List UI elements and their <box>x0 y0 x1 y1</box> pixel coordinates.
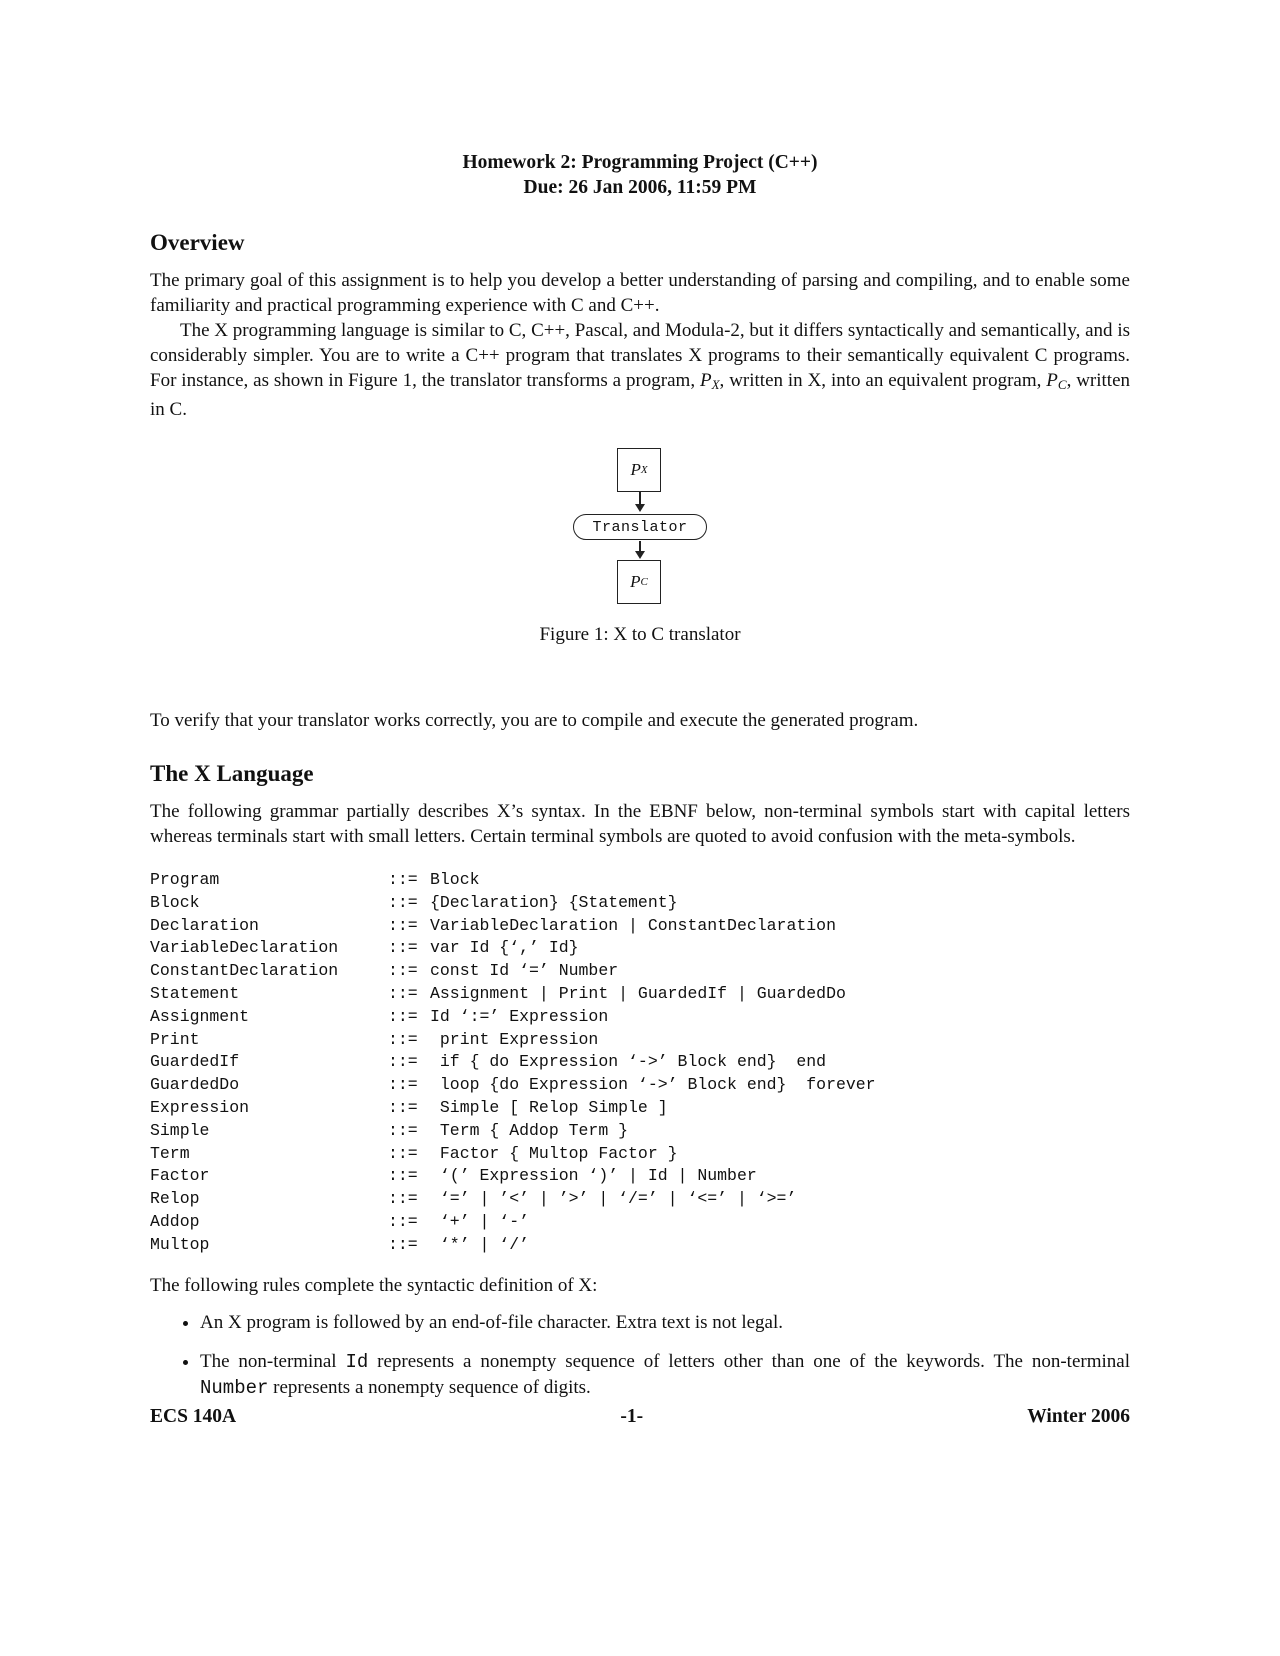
title-block <box>150 150 1130 200</box>
rule-item-2: • The non-terminal Id represents a nonempty sequence of letters other than one of the keywords. The non-terminal Number represents a nonempty sequence of digits. <box>200 1349 1130 1401</box>
translator-pill: Translator <box>573 514 707 540</box>
px-box: P X <box>617 448 661 492</box>
footer-page-number: -1- <box>620 1406 644 1427</box>
px-symbol: $P_X$ <box>699 370 720 392</box>
grammar-row: VariableDeclaration ::= var Id {‘,’ Id} <box>150 938 579 958</box>
arrowhead-top-icon <box>635 504 645 512</box>
overview-paragraph-2 <box>150 318 1130 422</box>
rule-item-1: • An X program is followed by an end-of-file character. Extra text is not legal. <box>200 1310 1130 1335</box>
grammar-row: Program ::= Block <box>150 870 480 889</box>
page-footer <box>150 1406 1130 1428</box>
rules-list <box>150 1310 1130 1401</box>
grammar-row: Addop ::= ‘+’ | ‘-’ <box>150 1211 530 1231</box>
grammar-row: Relop ::= ‘=’ | ’<’ | ’>’ | ‘/=’ | ‘<=’ | ‘>=’ <box>150 1189 797 1209</box>
pc-symbol: $P_C$ <box>1046 370 1067 392</box>
grammar-row: ConstantDeclaration ::= const Id ‘=’ Number <box>150 961 619 981</box>
xlang-heading: The X Language <box>150 761 314 786</box>
id-code: Id <box>345 1350 369 1373</box>
overview-paragraph-1: The primary goal of this assignment is to help you develop a better understanding of parsing and compiling, and to enable some familiarity and practical programming experience with C and C++. <box>150 270 1130 316</box>
para2-text-b: , written in X, into an equivalent program, <box>719 370 1042 391</box>
figure-translator <box>150 442 1130 660</box>
grammar-row: Assignment ::= Id ‘:=’ Expression <box>150 1006 609 1026</box>
rules-intro: The following rules complete the syntactic definition of X: <box>150 1274 598 1296</box>
page-content <box>150 150 1130 1415</box>
pc-box: P C <box>617 560 661 604</box>
grammar-row: Block ::= {Declaration} {Statement} <box>150 892 678 912</box>
para2-text-a: The X programming language is similar to C, C++, Pascal, and Modula-2, but it differs syntactically and semantically, and is considerably simpler. You are to write a C++ program that translates X programs to their semantically equivalent C programs. For instance, as shown in Figure 1, the translator transforms a program, <box>150 320 1130 391</box>
grammar-table <box>150 869 1130 1257</box>
grammar-row: Expression ::= Simple [ Relop Simple ] <box>150 1097 668 1117</box>
grammar-row: Declaration ::= VariableDeclaration | ConstantDeclaration <box>150 915 836 935</box>
xlang-intro: The following grammar partially describes X’s syntax. In the EBNF below, non-terminal symbols start with capital letters whereas terminals start with small letters. Certain terminal symbols are quoted to avoid confusion with the meta-symbols. <box>150 801 1130 847</box>
overview-heading: Overview <box>150 230 245 255</box>
grammar-row: Simple ::= Term { Addop Term } <box>150 1120 629 1140</box>
grammar-row: Term ::= Factor { Multop Factor } <box>150 1143 678 1163</box>
document-title: Homework 2: Programming Project (C++) <box>462 152 818 173</box>
number-code: Number <box>200 1376 269 1399</box>
due-date: Due: 26 Jan 2006, 11:59 PM <box>523 177 757 198</box>
footer-term: Winter 2006 <box>1027 1406 1130 1427</box>
figure-caption: Figure 1: X to C translator <box>539 624 741 645</box>
grammar-row: Print ::= print Expression <box>150 1029 599 1049</box>
verify-paragraph: To verify that your translator works correctly, you are to compile and execute the generated program. <box>150 710 919 731</box>
grammar-row: GuardedIf ::= if { do Expression ‘->’ Block end} end <box>150 1052 827 1072</box>
grammar-row: Statement ::= Assignment | Print | GuardedIf | GuardedDo <box>150 983 846 1003</box>
arrowhead-bottom-icon <box>635 551 645 559</box>
footer-course: ECS 140A <box>150 1406 237 1427</box>
grammar-row: GuardedDo ::= loop {do Expression ‘->’ Block end} forever <box>150 1075 876 1095</box>
para2-text-c: , written in C. <box>150 370 1131 420</box>
grammar-row: Factor ::= ‘(’ Expression ‘)’ | Id | Number <box>150 1166 757 1186</box>
grammar-row: Multop ::= ‘*’ | ‘/’ <box>150 1234 530 1254</box>
